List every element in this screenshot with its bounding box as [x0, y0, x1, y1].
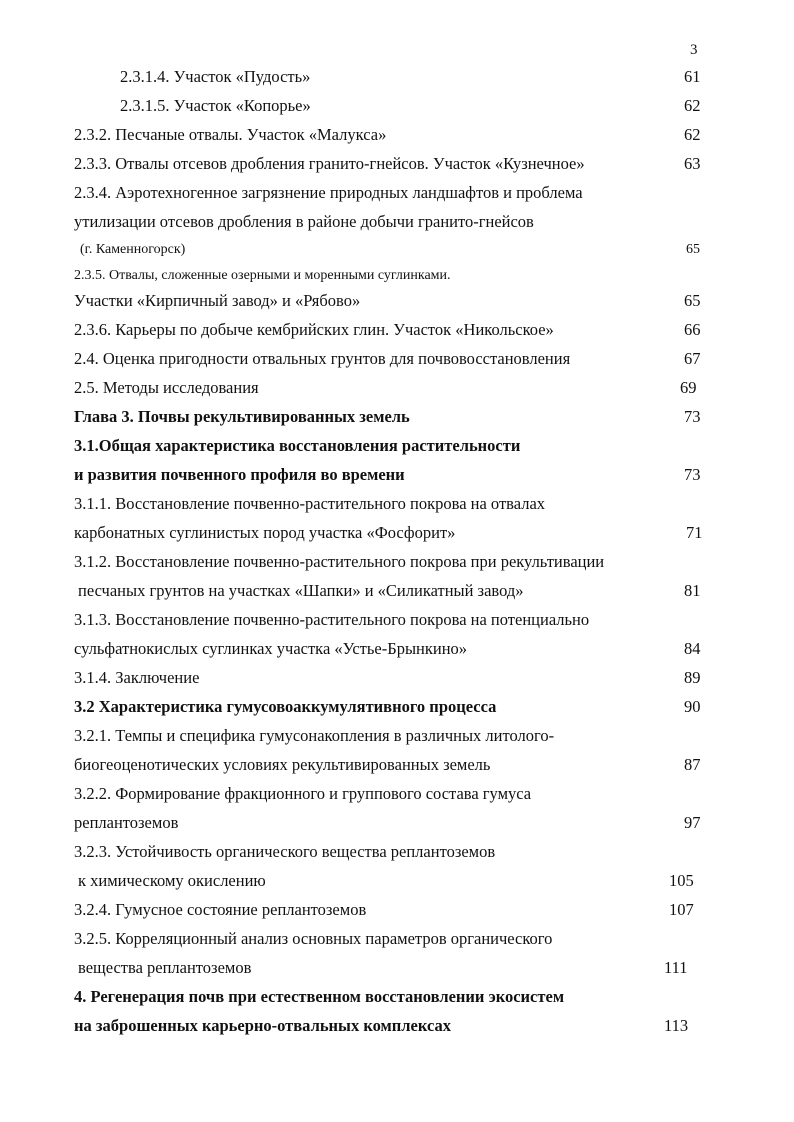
toc-entry-page: 87 [684, 755, 701, 774]
toc-entry-title: 2.3.3. Отвалы отсевов дробления гранито-гнейсов. Участок «Кузнечное» [74, 154, 585, 173]
toc-entry-title: 2.3.6. Карьеры по добыче кембрийских глин. Участок «Никольское» [74, 320, 554, 339]
toc-entry-title: 2.3.1.4. Участок «Пудость» [120, 67, 311, 86]
toc-entry-page: 105 [669, 871, 694, 890]
toc-entry-title: 3.2.1. Темпы и специфика гумусонакопления в различных литолого- [74, 726, 555, 745]
toc-entry-title: 2.3.1.5. Участок «Копорье» [120, 96, 311, 115]
toc-entry-title: 3.1.Общая характеристика восстановления растительности [74, 436, 521, 455]
toc-entry-page: 63 [684, 154, 701, 173]
toc-entry-title: 3.1.1. Восстановление почвенно-растительного покрова на отвалах [74, 494, 546, 513]
toc-entry-page: 62 [684, 125, 701, 144]
toc-entry-title: 3.1.3. Восстановление почвенно-растительного покрова на потенциально [74, 610, 590, 629]
toc-entry-title: 2.3.2. Песчаные отвалы. Участок «Малукса» [74, 125, 387, 144]
toc-entry-page: 113 [664, 1016, 689, 1035]
toc-entry-title: карбонатных суглинистых пород участка «Фосфорит» [74, 523, 456, 542]
toc-entry-page: 81 [684, 581, 701, 600]
toc-entry-page: 61 [684, 67, 701, 86]
toc-entry-page: 65 [686, 242, 700, 257]
toc-entry-page: 65 [684, 291, 701, 310]
toc-entry-page: 62 [684, 96, 701, 115]
toc-entry-title: 2.4. Оценка пригодности отвальных грунтов для почвовосстановления [74, 349, 571, 368]
toc-entry-title: 3.2.2. Формирование фракционного и группового состава гумуса [74, 784, 532, 803]
page-number: 3 [690, 42, 698, 58]
toc-entry-page: 73 [684, 407, 701, 426]
toc-entry-title: 2.3.4. Аэротехногенное загрязнение природных ландшафтов и проблема [74, 183, 583, 202]
toc-entry-page: 111 [664, 958, 688, 977]
toc-entry-title: сульфатнокислых суглинках участка «Устье-Брынкино» [74, 639, 468, 658]
toc-entry-title: 3.2.4. Гумусное состояние реплантоземов [74, 900, 367, 919]
toc-entry-title: 3.1.2. Восстановление почвенно-растительного покрова при рекультивации [74, 552, 605, 571]
toc-entry-title: вещества реплантоземов [78, 958, 252, 977]
toc-entry-title: 3.2 Характеристика гумусовоаккумулятивного процесса [74, 697, 497, 716]
toc-entry-title: 2.3.5. Отвалы, сложенные озерными и моренными суглинками. [74, 268, 451, 283]
toc-entry-page: 73 [684, 465, 701, 484]
toc-entry-title: утилизации отсевов дробления в районе добычи гранито-гнейсов [74, 212, 534, 231]
toc-entry-page: 69 [680, 378, 697, 397]
toc-entry-page: 89 [684, 668, 701, 687]
toc-entry-title: Участки «Кирпичный завод» и «Рябово» [74, 291, 361, 310]
toc-entry-title: к химическому окислению [78, 871, 266, 890]
toc-entry-title: 2.5. Методы исследования [74, 378, 259, 397]
toc-entry-page: 84 [684, 639, 701, 658]
toc-entry-page: 90 [684, 697, 701, 716]
toc-entry-page: 67 [684, 349, 701, 368]
toc-entry-title: и развития почвенного профиля во времени [74, 465, 405, 484]
toc-entry-title: песчаных грунтов на участках «Шапки» и «Силикатный завод» [78, 581, 524, 600]
toc-entry-title: Глава 3. Почвы рекультивированных земель [74, 407, 410, 426]
toc-entry-page: 107 [669, 900, 694, 919]
toc-entry-title: реплантоземов [74, 813, 179, 832]
toc-entry-title: 3.1.4. Заключение [74, 668, 200, 687]
toc-entry-title: на заброшенных карьерно-отвальных комплексах [74, 1016, 451, 1035]
toc-entry-title: (г. Каменногорск) [80, 242, 186, 257]
toc-entry-title: биогеоценотических условиях рекультивированных земель [74, 755, 491, 774]
toc-entry-title: 4. Регенерация почв при естественном восстановлении экосистем [74, 987, 565, 1006]
toc-entry-title: 3.2.5. Корреляционный анализ основных параметров органического [74, 929, 553, 948]
toc-entry-page: 71 [686, 523, 703, 542]
toc-entry-title: 3.2.3. Устойчивость органического вещества реплантоземов [74, 842, 496, 861]
toc-entry-page: 97 [684, 813, 701, 832]
toc-entry-page: 66 [684, 320, 701, 339]
